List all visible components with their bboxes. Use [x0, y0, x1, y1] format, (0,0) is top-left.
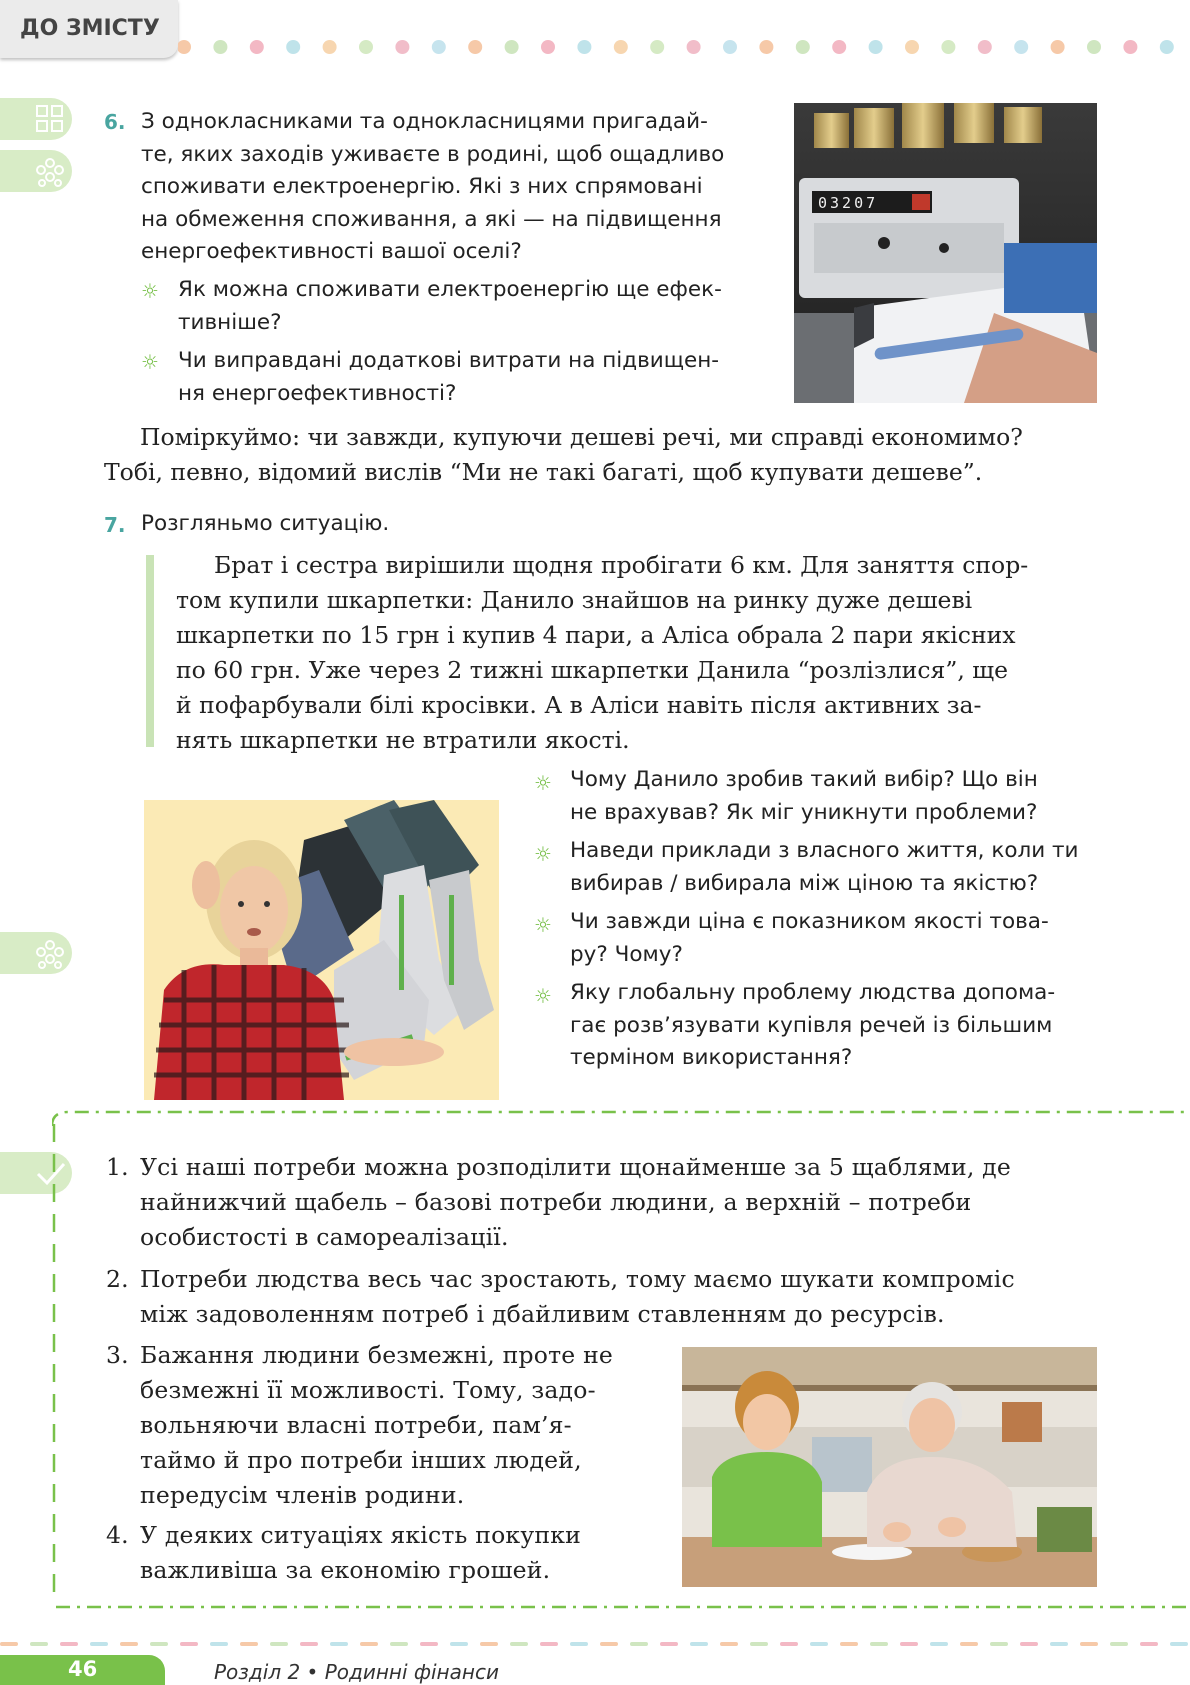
decorative-dash [1050, 1642, 1068, 1646]
question-6-bullet [178, 274, 768, 339]
text-line: ру? Чому? [570, 941, 683, 967]
decorative-dash [720, 1642, 738, 1646]
group-people-icon [34, 938, 68, 970]
decorative-dot [577, 40, 591, 54]
text-line: таймо й про потреби інших людей, [140, 1446, 582, 1474]
decorative-dot [687, 40, 701, 54]
text-line: Потреби людства весь час зростають, тому маємо шукати компроміс [140, 1265, 1015, 1293]
text-line: по 60 грн. Уже через 2 тижні шкарпетки Данила “розлізлися”, ще [176, 656, 1009, 684]
sun-bullet-icon: ☼ [534, 984, 552, 1008]
summary-number: 2. [106, 1265, 129, 1293]
decorative-dash [570, 1642, 588, 1646]
group-people-icon [34, 156, 68, 188]
decorative-dot [1087, 40, 1101, 54]
decorative-dash [540, 1642, 558, 1646]
decorative-dash [810, 1642, 828, 1646]
decorative-dash [360, 1642, 378, 1646]
decorative-dot [250, 40, 264, 54]
decorative-dash [780, 1642, 798, 1646]
decorative-dot [541, 40, 555, 54]
decorative-dot [1123, 40, 1137, 54]
question-number: 7. [104, 513, 126, 537]
decorative-dash [960, 1642, 978, 1646]
summary-border-left [52, 1124, 56, 1604]
text-line: Бажання людини безмежні, проте не [140, 1341, 614, 1369]
decorative-dot [832, 40, 846, 54]
toc-label: ДО ЗМІСТУ [20, 16, 160, 41]
decorative-dot [432, 40, 446, 54]
decorative-dash [240, 1642, 258, 1646]
decorative-dots [178, 38, 1190, 56]
text-line: ня енергоефективності? [178, 380, 457, 406]
grid-icon [34, 104, 68, 136]
decorative-dash [270, 1642, 288, 1646]
text-line: шкарпетки по 15 грн і купив 4 пари, а Аліса обрала 2 пари якісних [176, 621, 1016, 649]
text-line: енергоефективності вашої оселі? [141, 239, 522, 264]
decorative-dot [614, 40, 628, 54]
decorative-dash [690, 1642, 708, 1646]
electricity-meter-photo [794, 103, 1097, 403]
sun-bullet-icon: ☼ [141, 279, 159, 303]
question-number: 6. [104, 110, 126, 134]
checkmark-icon [34, 1158, 68, 1190]
decorative-dash [450, 1642, 468, 1646]
summary-number: 3. [106, 1341, 129, 1369]
section-title: Розділ 2 • Родинні фінанси [214, 1660, 499, 1684]
decorative-dash [390, 1642, 408, 1646]
kitchen-photo [682, 1347, 1097, 1587]
text-line: У деяких ситуаціях якість покупки [140, 1521, 581, 1549]
question-6-bullet [178, 345, 768, 410]
question-6-text [141, 106, 761, 269]
text-line: Брат і сестра вирішили щодня пробігати 6 км. Для заняття спор- [214, 551, 1029, 579]
decorative-dash [330, 1642, 348, 1646]
text-line: Чи виправдані додаткові витрати на підвищен- [178, 348, 720, 373]
decorative-dash [90, 1642, 108, 1646]
decorative-dash [750, 1642, 768, 1646]
text-line: Як можна споживати електроенергію ще ефек- [178, 277, 722, 302]
decorative-dot [178, 40, 191, 54]
text-line: найнижчий щабель – базові потреби людини, а верхній – потреби [140, 1188, 972, 1216]
summary-item [106, 1338, 666, 1513]
side-tab-group-2 [0, 932, 72, 974]
text-line: Чому Данило зробив такий вибір? Що він [570, 767, 1038, 792]
decorative-dash [60, 1642, 78, 1646]
decorative-dot [796, 40, 810, 54]
side-tab-grid [0, 98, 72, 140]
question-7-bullet [570, 906, 1100, 971]
reflection-paragraph [104, 420, 1104, 490]
quote-bar [146, 555, 154, 747]
text-line: том купили шкарпетки: Данило знайшов на ринку дуже дешеві [176, 586, 973, 614]
summary-number: 1. [106, 1153, 129, 1181]
sun-bullet-icon: ☼ [141, 350, 159, 374]
decorative-dash [30, 1642, 48, 1646]
question-7-bullet [570, 764, 1100, 829]
decorative-dash [930, 1642, 948, 1646]
text-line: споживати електроенергію. Які з них спрямовані [141, 174, 703, 199]
decorative-dot [213, 40, 227, 54]
boy-with-socks-photo [144, 800, 499, 1100]
question-7-intro: Розгляньмо ситуацію. [141, 511, 390, 536]
decorative-dash [300, 1642, 318, 1646]
text-line: особистості в самореалізації. [140, 1223, 509, 1251]
text-line: на обмеження споживання, а які — на підвищення [141, 206, 722, 232]
decorative-dash [480, 1642, 498, 1646]
decorative-dash [510, 1642, 528, 1646]
text-line: Поміркуймо: чи завжди, купуючи дешеві речі, ми справді економимо? [140, 423, 1023, 451]
question-7-bullet [570, 835, 1100, 900]
decorative-dot [759, 40, 773, 54]
decorative-dot [505, 40, 519, 54]
side-tab-check [0, 1152, 72, 1194]
summary-item [106, 1150, 1096, 1255]
decorative-dash [840, 1642, 858, 1646]
side-tab-group [0, 150, 72, 192]
decorative-dash [1080, 1642, 1098, 1646]
text-line: вольняючи власні потреби, пам’я- [140, 1411, 572, 1439]
page-number-tab [0, 1655, 165, 1685]
decorative-dash [1020, 1642, 1038, 1646]
decorative-dash [420, 1642, 438, 1646]
decorative-dot [723, 40, 737, 54]
decorative-dot [468, 40, 482, 54]
decorative-dash [0, 1642, 18, 1646]
text-line: Наведи приклади з власного життя, коли ти [570, 838, 1079, 863]
sun-bullet-icon: ☼ [534, 771, 552, 795]
question-7-bullet [570, 977, 1100, 1075]
decorative-dash [1170, 1642, 1188, 1646]
decorative-dot [1014, 40, 1028, 54]
decorative-dot [869, 40, 883, 54]
decorative-dash [990, 1642, 1008, 1646]
text-line: безмежні її можливості. Тому, задо- [140, 1376, 596, 1404]
decorative-dash [630, 1642, 648, 1646]
decorative-dot [359, 40, 373, 54]
text-line: Чи завжди ціна є показником якості това- [570, 909, 1049, 934]
decorative-dash [900, 1642, 918, 1646]
text-line: гає розв’язувати купівля речей із більшим [570, 1012, 1053, 1038]
decorative-dash [150, 1642, 168, 1646]
decorative-dot [905, 40, 919, 54]
text-line: Яку глобальну проблему людства допома- [570, 980, 1056, 1005]
summary-item [106, 1518, 666, 1588]
text-line: нять шкарпетки не втратили якості. [176, 726, 630, 754]
summary-border-top [52, 1110, 1190, 1126]
sun-bullet-icon: ☼ [534, 842, 552, 866]
text-line: тивніше? [178, 309, 282, 335]
decorative-dot [1051, 40, 1065, 54]
decorative-dot [395, 40, 409, 54]
summary-border-bottom [56, 1604, 1190, 1610]
decorative-dot [941, 40, 955, 54]
text-line: передусім членів родини. [140, 1481, 465, 1509]
decorative-dot [978, 40, 992, 54]
text-line: терміном використання? [570, 1045, 853, 1070]
text-line: вибирав / вибирала між ціною та якістю? [570, 870, 1039, 896]
text-line: між задоволенням потреб і дбайливим ставленням до ресурсів. [140, 1300, 945, 1328]
meter-digits: 03207 [818, 194, 879, 212]
text-line: й пофарбували білі кросівки. А в Аліси навіть після активних за- [176, 691, 982, 719]
decorative-dash [600, 1642, 618, 1646]
decorative-dash [1140, 1642, 1158, 1646]
footer-divider [0, 1641, 1190, 1647]
summary-number: 4. [106, 1521, 129, 1549]
decorative-dash [1110, 1642, 1128, 1646]
text-line: Усі наші потреби можна розподілити щонайменше за 5 щаблями, де [140, 1153, 1011, 1181]
decorative-dot [286, 40, 300, 54]
decorative-dot [323, 40, 337, 54]
decorative-dash [180, 1642, 198, 1646]
sun-bullet-icon: ☼ [534, 913, 552, 937]
decorative-dot [1160, 40, 1174, 54]
page-number: 46 [68, 1657, 98, 1681]
text-line: не врахував? Як міг уникнути проблеми? [570, 799, 1038, 825]
decorative-dash [120, 1642, 138, 1646]
decorative-dash [870, 1642, 888, 1646]
decorative-dash [660, 1642, 678, 1646]
story-paragraph [176, 548, 1101, 758]
text-line: важливіша за економію грошей. [140, 1556, 551, 1584]
text-line: З однокласниками та однокласницями пригадай- [141, 109, 708, 134]
summary-item [106, 1262, 1096, 1332]
text-line: те, яких заходів уживаєте в родині, щоб ощадливо [141, 141, 725, 167]
decorative-dot [650, 40, 664, 54]
text-line: Тобі, певно, відомий вислів “Ми не такі багаті, щоб купувати дешеве”. [104, 458, 983, 486]
decorative-dash [210, 1642, 228, 1646]
toc-tab[interactable] [0, 0, 178, 58]
